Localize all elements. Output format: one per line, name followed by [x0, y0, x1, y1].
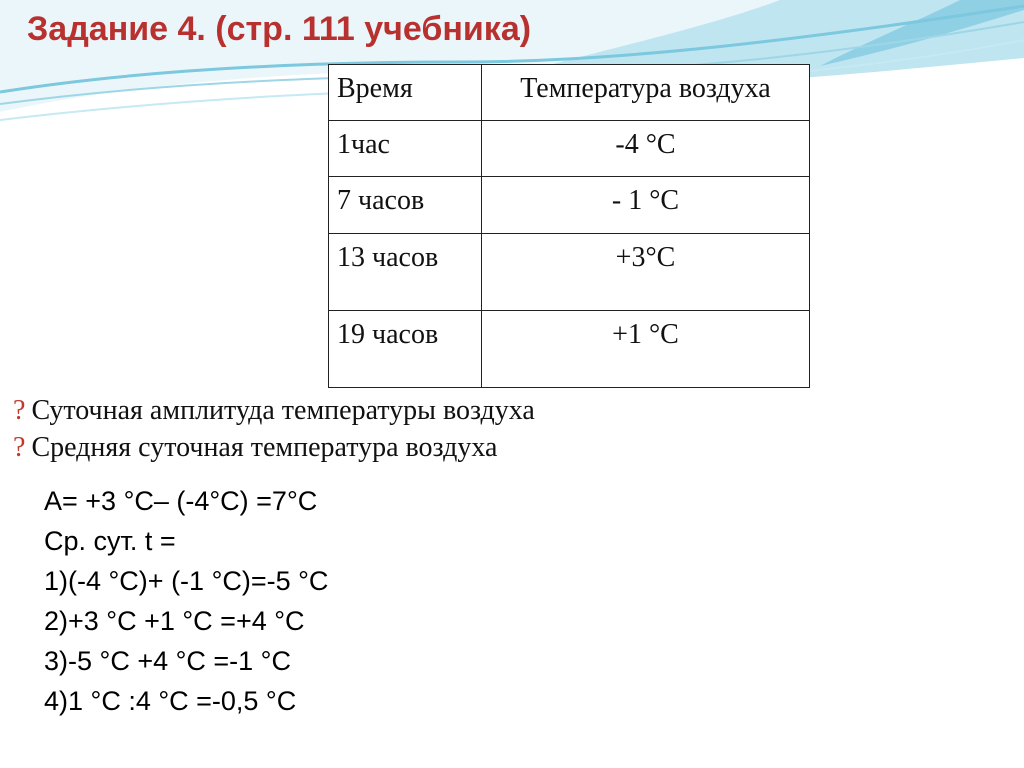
- question-text: Средняя суточная температура воздуха: [31, 432, 498, 463]
- solution-line: Ср. сут. t =: [44, 526, 176, 556]
- question-item: [13, 394, 535, 431]
- questions-list: [13, 394, 535, 468]
- temperature-cell: +3°С: [482, 234, 810, 311]
- time-cell: 13 часов: [329, 234, 482, 311]
- question-mark-icon: ?: [13, 432, 26, 463]
- temperature-table: [328, 64, 810, 388]
- question-text: Суточная амплитуда температуры воздуха: [31, 395, 535, 426]
- table-row: [329, 121, 810, 177]
- temperature-cell: +1 °С: [482, 311, 810, 388]
- temperature-cell: - 1 °С: [482, 177, 810, 234]
- question-item: [13, 431, 535, 468]
- table-row: [329, 177, 810, 234]
- slide-title: Задание 4. (стр. 111 учебника): [27, 10, 532, 48]
- question-mark-icon: ?: [13, 395, 26, 426]
- solution-line: А= +3 °С– (-4°С) =7°С: [44, 486, 318, 516]
- header-time: Время: [329, 65, 482, 121]
- solution-line: 3)-5 °С +4 °С =-1 °С: [44, 646, 291, 676]
- header-temperature: Температура воздуха: [482, 65, 810, 121]
- solution-line: 2)+3 °С +1 °С =+4 °С: [44, 606, 305, 636]
- time-cell: 19 часов: [329, 311, 482, 388]
- table-row: [329, 311, 810, 388]
- time-cell: 7 часов: [329, 177, 482, 234]
- temperature-cell: -4 °С: [482, 121, 810, 177]
- table-header-row: [329, 65, 810, 121]
- time-cell: 1час: [329, 121, 482, 177]
- solution-line: 4)1 °С :4 °С =-0,5 °С: [44, 686, 297, 716]
- solution-line: 1)(-4 °С)+ (-1 °С)=-5 °С: [44, 566, 329, 596]
- solution-block: [44, 482, 328, 722]
- table-row: [329, 234, 810, 311]
